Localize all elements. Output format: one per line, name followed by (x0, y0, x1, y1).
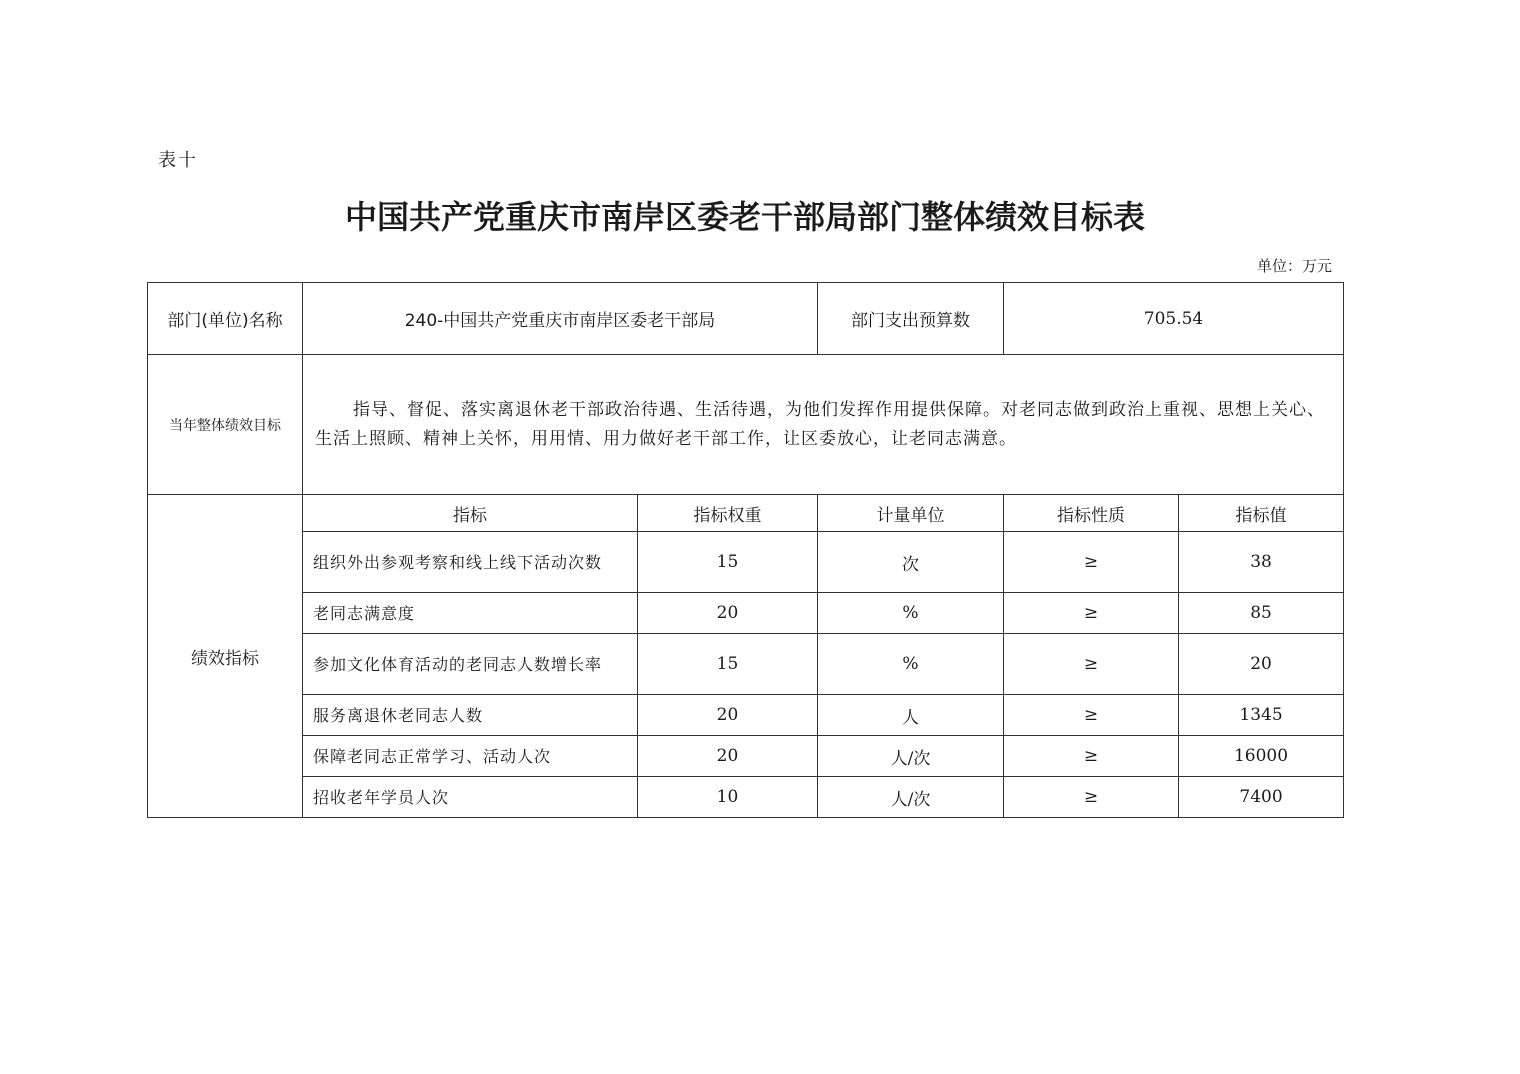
indicator-unit: 人 (818, 695, 1004, 736)
table-row (148, 777, 1344, 818)
goal-label: 当年整体绩效目标 (148, 355, 303, 495)
indicator-unit: 人/次 (818, 777, 1004, 818)
indicator-nature: ≥ (1004, 593, 1179, 634)
column-header-indicator: 指标 (303, 495, 638, 532)
indicator-nature: ≥ (1004, 777, 1179, 818)
column-header-value: 指标值 (1179, 495, 1344, 532)
table-row (148, 695, 1344, 736)
indicator-weight: 15 (638, 532, 818, 593)
indicator-nature: ≥ (1004, 736, 1179, 777)
goal-row (148, 355, 1344, 495)
performance-target-table (147, 282, 1344, 818)
column-header-unit: 计量单位 (818, 495, 1004, 532)
indicator-value: 16000 (1179, 736, 1344, 777)
indicator-name: 参加文化体育活动的老同志人数增长率 (303, 634, 638, 695)
indicator-weight: 20 (638, 593, 818, 634)
performance-label: 绩效指标 (148, 495, 303, 818)
page-title: 中国共产党重庆市南岸区委老干部局部门整体绩效目标表 (344, 198, 1145, 236)
indicator-value: 85 (1179, 593, 1344, 634)
dept-name-value: 240-中国共产党重庆市南岸区委老干部局 (303, 283, 818, 355)
indicator-value: 1345 (1179, 695, 1344, 736)
indicator-name: 招收老年学员人次 (303, 777, 638, 818)
indicator-unit: 人/次 (818, 736, 1004, 777)
table-row (148, 736, 1344, 777)
indicator-weight: 20 (638, 695, 818, 736)
table-row (148, 593, 1344, 634)
unit-note: 单位：万元 (1256, 257, 1332, 275)
column-header-weight: 指标权重 (638, 495, 818, 532)
budget-value: 705.54 (1004, 283, 1344, 355)
indicator-value: 7400 (1179, 777, 1344, 818)
budget-label: 部门支出预算数 (818, 283, 1004, 355)
indicator-nature: ≥ (1004, 695, 1179, 736)
indicator-name: 服务离退休老同志人数 (303, 695, 638, 736)
indicator-nature: ≥ (1004, 634, 1179, 695)
table-row (148, 634, 1344, 695)
dept-name-label: 部门(单位)名称 (148, 283, 303, 355)
indicator-unit: % (818, 593, 1004, 634)
indicator-unit: % (818, 634, 1004, 695)
indicator-unit: 次 (818, 532, 1004, 593)
column-header-nature: 指标性质 (1004, 495, 1179, 532)
indicator-value: 20 (1179, 634, 1344, 695)
indicator-name: 组织外出参观考察和线上线下活动次数 (303, 532, 638, 593)
indicator-weight: 15 (638, 634, 818, 695)
indicator-nature: ≥ (1004, 532, 1179, 593)
indicator-weight: 10 (638, 777, 818, 818)
indicator-header-row (148, 495, 1344, 532)
table-row (148, 532, 1344, 593)
indicator-name: 保障老同志正常学习、活动人次 (303, 736, 638, 777)
table-number-label: 表十 (158, 150, 198, 171)
dept-row (148, 283, 1344, 355)
indicator-weight: 20 (638, 736, 818, 777)
goal-text: 指导、督促、落实离退休老干部政治待遇、生活待遇，为他们发挥作用提供保障。对老同志做到政治上重视、思想上关心、生活上照顾、精神上关怀，用用情、用力做好老干部工作，让区委放心，让老同志满意。 (303, 355, 1344, 495)
indicator-value: 38 (1179, 532, 1344, 593)
indicator-name: 老同志满意度 (303, 593, 638, 634)
